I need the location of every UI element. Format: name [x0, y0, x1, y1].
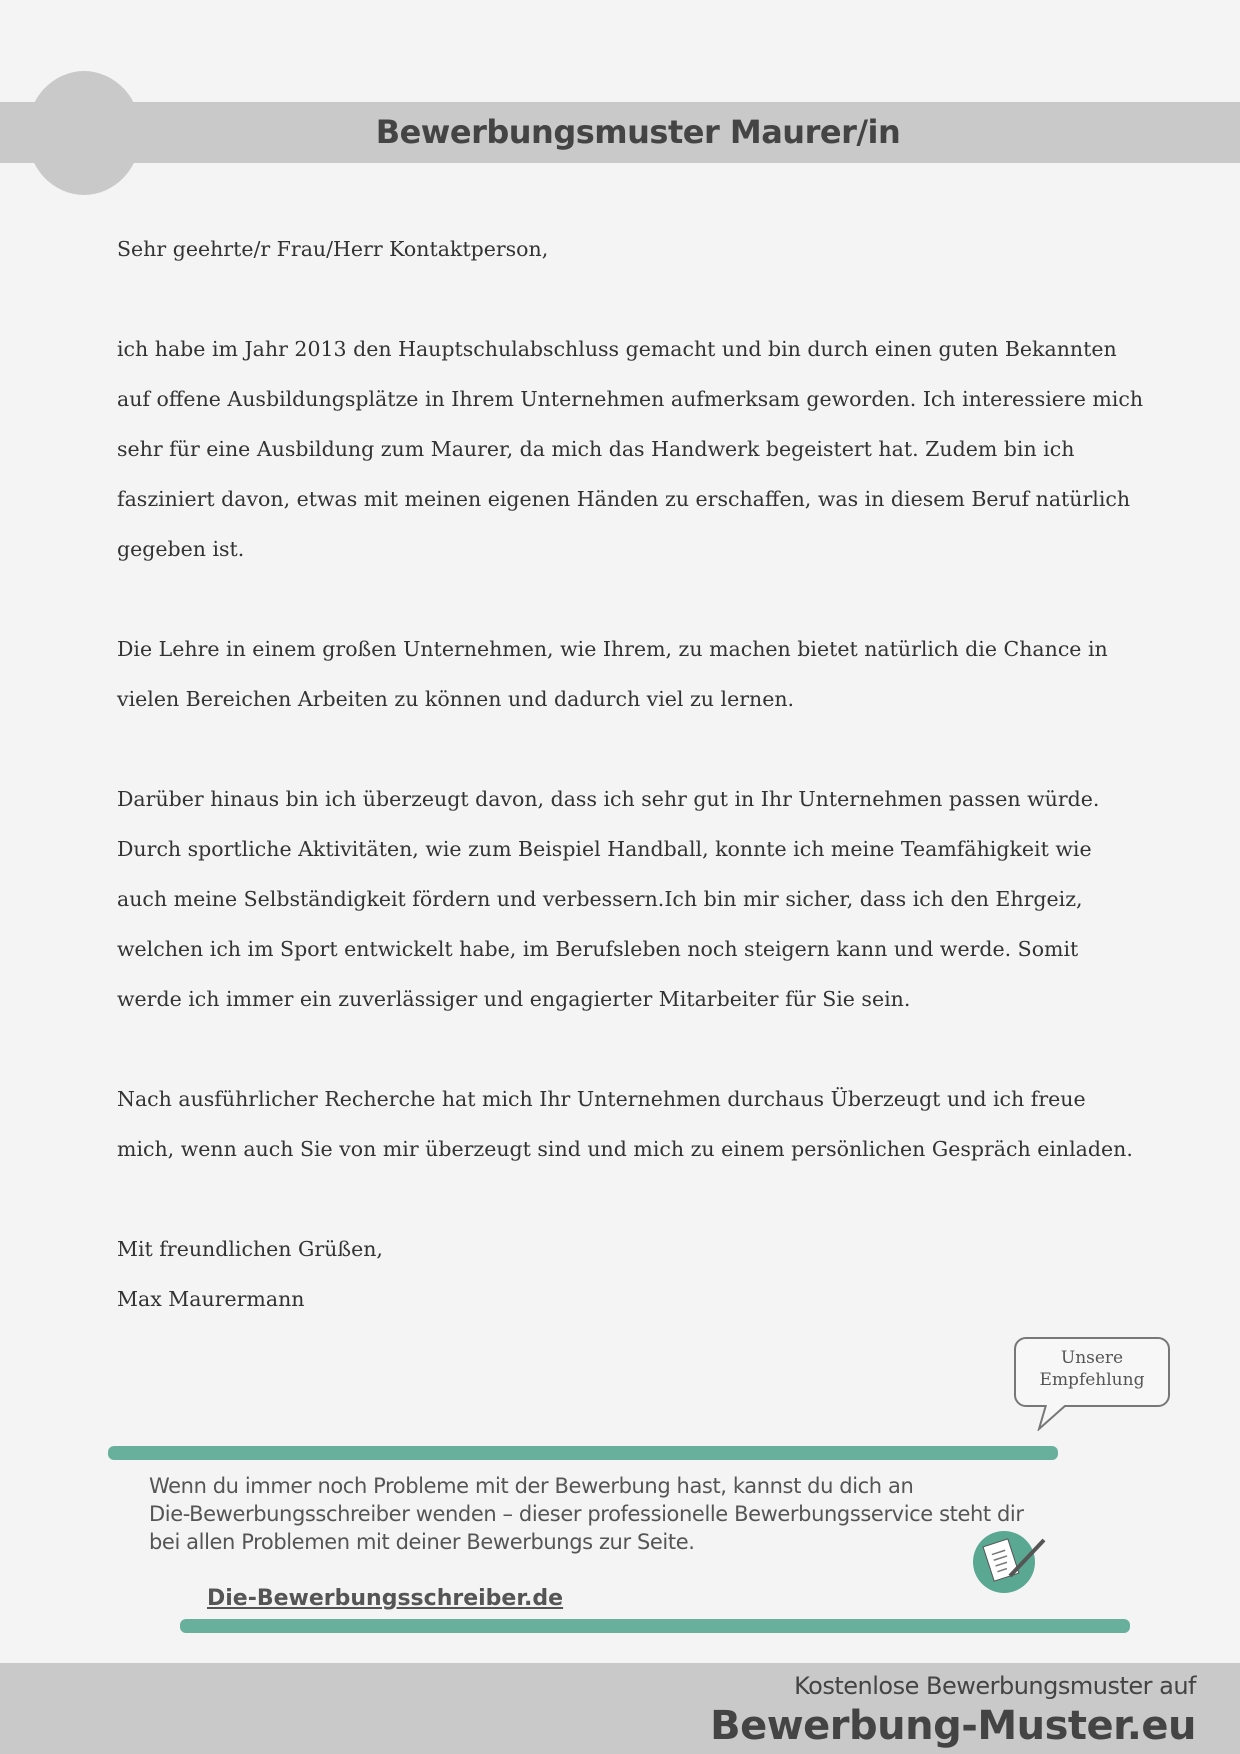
- closing: Mit freundlichen Grüßen,: [117, 1237, 383, 1261]
- bubble-line: Empfehlung: [1039, 1370, 1145, 1390]
- bubble-tail: [1036, 1405, 1076, 1431]
- paragraph: Darüber hinaus bin ich überzeugt davon, dass ich sehr gut in Ihr Unternehmen passen würde. Durch sportliche Aktivitäten, wie zum Beispiel Handball, konnte ich meine Teamfähigkeit wie auch meine Selbständigkeit fördern und verbessern.Ich bin mir sicher, dass ich den Ehrgeiz, welchen ich im Sport entwickelt habe, im Berufsleben noch steigern kann und werde. Somit werde ich immer ein zuverlässiger und engagierter Mitarbeiter für Sie sein.: [117, 787, 1100, 1011]
- title-bar: [0, 102, 1240, 163]
- promo-text: [149, 1472, 1024, 1556]
- signature: Max Maurermann: [117, 1287, 305, 1311]
- promo-line: Wenn du immer noch Probleme mit der Bewerbung hast, kannst du dich an: [149, 1474, 914, 1498]
- brush-stroke-bottom: [180, 1619, 1130, 1633]
- salutation: Sehr geehrte/r Frau/Herr Kontaktperson,: [117, 237, 549, 261]
- letter-body: [117, 224, 1147, 1324]
- footer-brand: Bewerbung-Muster.eu: [710, 1703, 1196, 1749]
- bewerbungsschreiber-link[interactable]: Die-Bewerbungsschreiber.de: [207, 1586, 564, 1611]
- document-pen-icon: [972, 1528, 1052, 1594]
- paragraph: Die Lehre in einem großen Unternehmen, wie Ihrem, zu machen bietet natürlich die Chance in vielen Bereichen Arbeiten zu können und dadurch viel zu lernen.: [117, 637, 1108, 711]
- footer-band: [0, 1663, 1240, 1754]
- recommendation-bubble: [1014, 1337, 1170, 1407]
- bubble-line: Unsere: [1060, 1348, 1124, 1368]
- paragraph: ich habe im Jahr 2013 den Hauptschulabschluss gemacht und bin durch einen guten Bekannten auf offene Ausbildungsplätze in Ihrem Unternehmen aufmerksam geworden. Ich interessiere mich sehr für eine Ausbildung zum Maurer, da mich das Handwerk begeistert hat. Zudem bin ich fasziniert davon, etwas mit meinen eigenen Händen zu erschaffen, was in diesem Beruf natürlich gegeben ist.: [117, 337, 1144, 561]
- page-title: Bewerbungsmuster Maurer/in: [375, 113, 901, 151]
- paragraph: Nach ausführlicher Recherche hat mich Ihr Unternehmen durchaus Überzeugt und ich freue mich, wenn auch Sie von mir überzeugt sind und mich zu einem persönlichen Gespräch einladen.: [117, 1087, 1133, 1161]
- footer-tagline: Kostenlose Bewerbungsmuster auf: [794, 1672, 1196, 1700]
- promo-line: bei allen Problemen mit deiner Bewerbungs zur Seite.: [149, 1530, 695, 1554]
- brush-stroke-top: [108, 1446, 1058, 1460]
- promo-line: Die-Bewerbungsschreiber wenden – dieser professionelle Bewerbungsservice steht dir: [149, 1502, 1024, 1526]
